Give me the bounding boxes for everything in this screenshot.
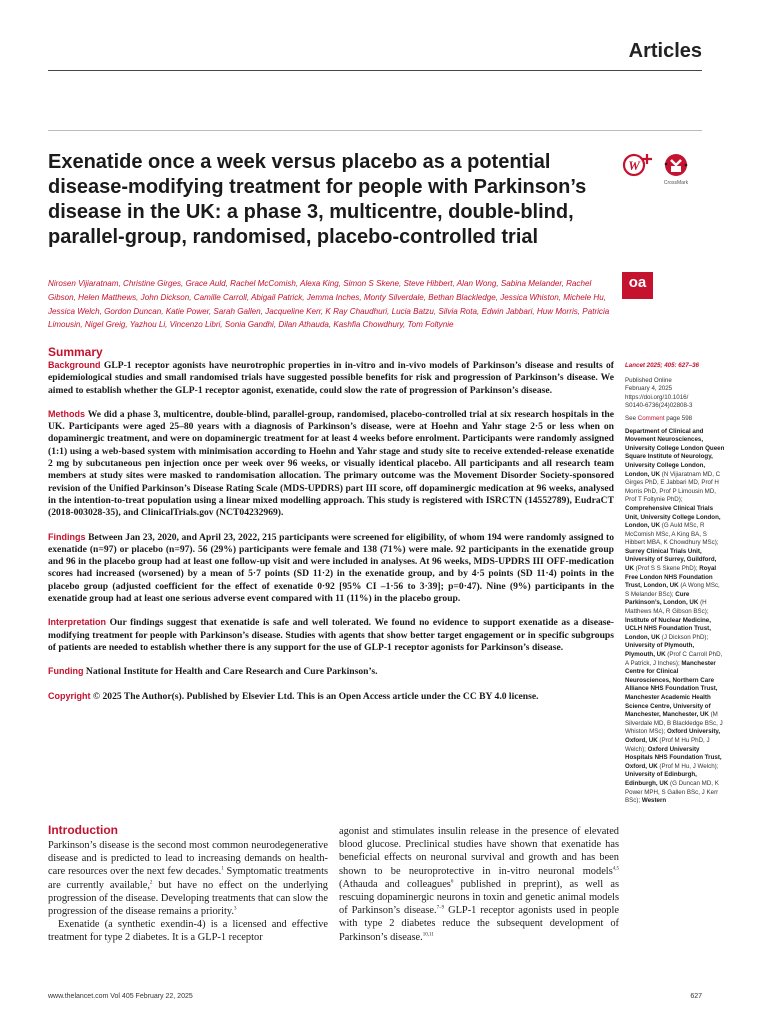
reference-link[interactable]: 6 [450,879,454,885]
publish-date: February 4, 2025 [625,385,673,393]
citation: Lancet 2025; 405: 627–36 [625,362,699,369]
affiliation-institution: University of Edinburgh, Edinburgh, UK [625,771,697,787]
affiliation-institution: Comprehensive Clinical Trials Unit, University College London, London, UK [625,504,721,530]
article-title: Exenatide once a week versus placebo as a potential disease-modifying treatment for people with Parkinson’s disease in the UK: a phase 3, multicentre, double-blind, parallel-group, randomised, placebo-controlled trial [48,151,587,248]
methods-text: We did a phase 3, multicentre, double-blind, parallel-group, randomised, placebo-controlled trial at six research hospitals in the UK. Participants were aged 25–80 years with a diagnosis of Parkinson’s disease, were at Hoehn and Yahr stage 2·5 or less when on dopaminergic treatment, and were on dopaminergic treatment for at least 4 weeks before enrolment. Participants were randomly assigned (1:1) using a web-based system with minimisation according to Hoehn and Yahr stage and study site to receive extended-release exenatide 2 mg by subcutaneous pen injection once per week over 96 weeks, or visually identical placebo. All participants and all research team members at study sites were masked to randomisation allocation. The primary outcome was the Movement Disorder Society-sponsored revision of the Unified Parkinson’s Disease Rating Scale (MDS-UPDRS) part III score, off dopaminergic medication at 96 weeks, analysed in the intention-to-treat population using a linear mixed modelling approach. This study is registered with ISRCTN (14552789), EudraCT (2018-003028-35), and ClinicalTrials.gov (NCT04232969). [48,408,614,519]
doi-link-line-1[interactable]: https://doi.org/10.1016/ [625,393,689,401]
methods-label: Methods [48,408,85,419]
svg-text:W: W [628,158,640,173]
affiliation-authors: (J Dickson PhD); [660,633,709,641]
affiliation-authors: (A Wong MSc, S Melander BSc); [625,582,720,598]
affiliation-institution: Oxford University Hospitals NHS Foundation Trust, Oxford, UK [625,745,722,770]
affiliation-authors: (Prof S S Skene PhD); [633,565,698,573]
affiliation-authors: (H Matthews MA, R Gibson BSc); [625,599,709,616]
intro-paragraph-3: agonist and stimulates insulin release in the presence of elevated blood glucose. Preclinical studies have shown that exenatide has beneficial effects on neuronal survival and growth and has been shown to be neuroprotective in in-vitro neuronal models$^{4,5}$ (Athauda and colleagues$^6$ published in preprint), as well as rescuing dopaminergic neurons in toxin and genetic animal models of Parkinson’s disease.$^{7-9}$ GLP-1 receptor agonists used in people with type 2 diabetes reduce the subsequent development of Parkinson’s disease.$^{10,11}$ [339,826,619,943]
background-label: Background [48,360,101,370]
affiliation-authors: (G Auld MSc, R McComish MSc, A King BA, S Hibbert MBA, K Chowdhury MSc); [625,522,719,547]
footer-journal: www.thelancet.com Vol 405 February 22, 2025 [48,993,193,1000]
affiliation-authors: (M Silverdale MD, B Blackledge BSc, J Whiston MSc); [625,711,723,736]
funding-label: Funding [48,666,84,677]
crossmark-icon[interactable] [665,154,688,176]
open-access-badge: oa [622,272,653,299]
reference-link[interactable]: 7–9 [436,905,445,911]
methods-paragraph [48,408,614,520]
reference-link[interactable]: 10,11 [422,932,434,938]
intro-paragraph-1: Parkinson’s disease is the second most common neurodegenerative disease and is predicted to lead to increasing demands on health-care resources over the next few decades.$^1$ Symptomatic treatments are currently available,$^2$ but have no effect on the underlying progression of the disease. Developing treatments that can slow the progression of the disease remains a priority.$^3$ [48,840,328,918]
funding-paragraph [48,665,614,678]
intro-column-2 [339,825,619,944]
findings-paragraph [48,531,614,606]
reference-link[interactable]: 4,5 [612,866,619,872]
affiliation-authors: (G Duncan MD, K Power MPH, S Gallen BSc, J Kerr BSc); [625,779,719,805]
interpretation-paragraph [48,616,614,654]
reference-link[interactable]: 1 [221,866,224,872]
comment-link[interactable]: Comment [637,414,665,422]
affiliation-authors: (Prof C Carroll PhD, A Patrick, J Inches); [625,651,723,667]
see-comment: See Comment page 598 [625,414,693,422]
interpretation-label: Interpretation [48,617,107,628]
author-list: Nirosen Vijiaratnam, Christine Girges, Grace Auld, Rachel McComish, Alexa King, Simon S Skene, Steve Hibbert, Alan Wong, Sabina Melander, Rachel Gibson, Helen Matthews, John Dickson, Camille Carroll, Abigail Patrick, Jemma Inches, Monty Silverdale, Bethan Blackledge, Jessica Whiston, Michele Hu, Jessica Welch, Gordon Duncan, Katie Power, Sarah Gallen, Jacqueline Kerr, K Ray Chaudhuri, Lucia Batzu, Silvia Rota, Edwin Jabbari, Huw Morris, Patricia Limousin, Nigel Greig, Yazhou Li, Vincenzo Libri, Sonia Gandhi, Dilan Athauda, Kashfia Chowdhury, Tom Foltynie [48,279,610,330]
reference-link[interactable]: 3 [234,906,237,912]
affiliation-institution: Institute of Nuclear Medicine, UCLH NHS Foundation Trust, London, UK [625,616,711,641]
top-rule [48,130,702,131]
section-header: Articles [628,40,702,62]
background-text: GLP-1 receptor agonists have neurotrophic properties in in-vitro and in-vivo models of Parkinson’s disease and results of epidemiological studies and small randomised trials have suggested possible benefits for risk and progression of Parkinson’s disease. We aimed to establish whether the GLP-1 receptor agonist, exenatide, could slow the rate of progression of Parkinson’s disease. [48,360,614,396]
copyright-paragraph [48,690,614,703]
introduction-heading: Introduction [48,823,118,837]
crossmark-label: CrossMark [663,180,689,186]
findings-label: Findings [48,531,86,542]
sidebar [625,362,725,806]
reference-link[interactable]: 2 [149,880,153,886]
affiliation-institution: University of Plymouth, Plymouth, UK [625,642,695,658]
copyright-label: Copyright [48,690,91,701]
intro-paragraph-2: Exenatide (a synthetic exendin-4) is a licensed and effective treatment for type 2 diabetes. It is a GLP-1 receptor [48,919,328,944]
interpretation-text: Our findings suggest that exenatide is safe and well tolerated. We found no evidence to support exenatide as a disease-modifying treatment for people with Parkinson’s disease. Studies with agents that show better target engagement or in specific subgroups of patients are needed to establish whether there is any support for the use of GLP-1 receptor agonists for Parkinson’s disease. [48,617,614,653]
badges [622,152,706,192]
affiliation-authors: (Prof M Hu PhD, J Welch); [625,736,710,753]
affiliation-institution: Western [640,797,667,805]
affiliation-institution: Cure Parkinson’s, London, UK [625,590,699,607]
affiliations [625,428,725,806]
page-number: 627 [690,993,702,1000]
background-paragraph [48,359,614,397]
affiliation-authors: (N Vijiaratnam MD, C Girges PhD, E Jabbari MD, Prof H Morris PhD, Prof P Limousin MD, Prof T Foltynie PhD); [625,470,721,504]
copyright-text: © 2025 The Author(s). Published by Elsevier Ltd. This is an Open Access article under the CC BY 4.0 license. [92,690,539,702]
doi-link-line-2[interactable]: S0140-6736(24)02808-3 [625,402,693,410]
funding-text: National Institute for Health and Care Research and Cure Parkinson’s. [85,666,378,678]
published-online: Published Online [625,376,672,384]
affiliation-institution: Surrey Clinical Trials Unit, University of Surrey, Guildford, UK [625,547,717,573]
summary-section [48,345,614,714]
summary-heading: Summary [48,345,103,359]
search-icon[interactable] [624,154,652,175]
affiliation-institution: Department of Clinical and Movement Neurosciences, University College London Queen Square Institute of Neurology, University College London, London, UK [625,427,725,478]
affiliation-authors: (Prof M Hu, J Welch); [657,762,719,770]
affiliation-institution: Royal Free London NHS Foundation Trust, London, UK [625,565,717,590]
intro-column-1 [48,839,328,945]
affiliation-institution: Manchester Centre for Clinical Neurosciences, Northern Care Alliance NHS Foundation Trust, Manchester Academic Health Science Centre, University of Manchester, Manchester, UK [625,659,718,719]
findings-text: Between Jan 23, 2020, and April 23, 2022, 215 participants were screened for eligibility, of whom 194 were randomly assigned to exenatide (n=97) or placebo (n=97). 56 (29%) participants were female and 138 (71%) were male. 92 participants in the exenatide group and 96 in the placebo group had at least one follow-up visit and were included in analyses. At 96 weeks, MDS-UPDRS III OFF-medication scores had increased (worsened) by a mean of 5·7 points (SD 11·2) in the exenatide group, and by 4·5 points (SD 11·4) points in the placebo group (adjusted coefficient for the effect of exenatide 0·92 [95% CI –1·56 to 3·39]; p=0·47). Nine (9%) participants in the exenatide group had at least one serious adverse event compared with 11 (11%) in the placebo group. [48,531,614,605]
header-rule [48,70,702,71]
affiliation-institution: Oxford University, Oxford, UK [625,728,721,744]
